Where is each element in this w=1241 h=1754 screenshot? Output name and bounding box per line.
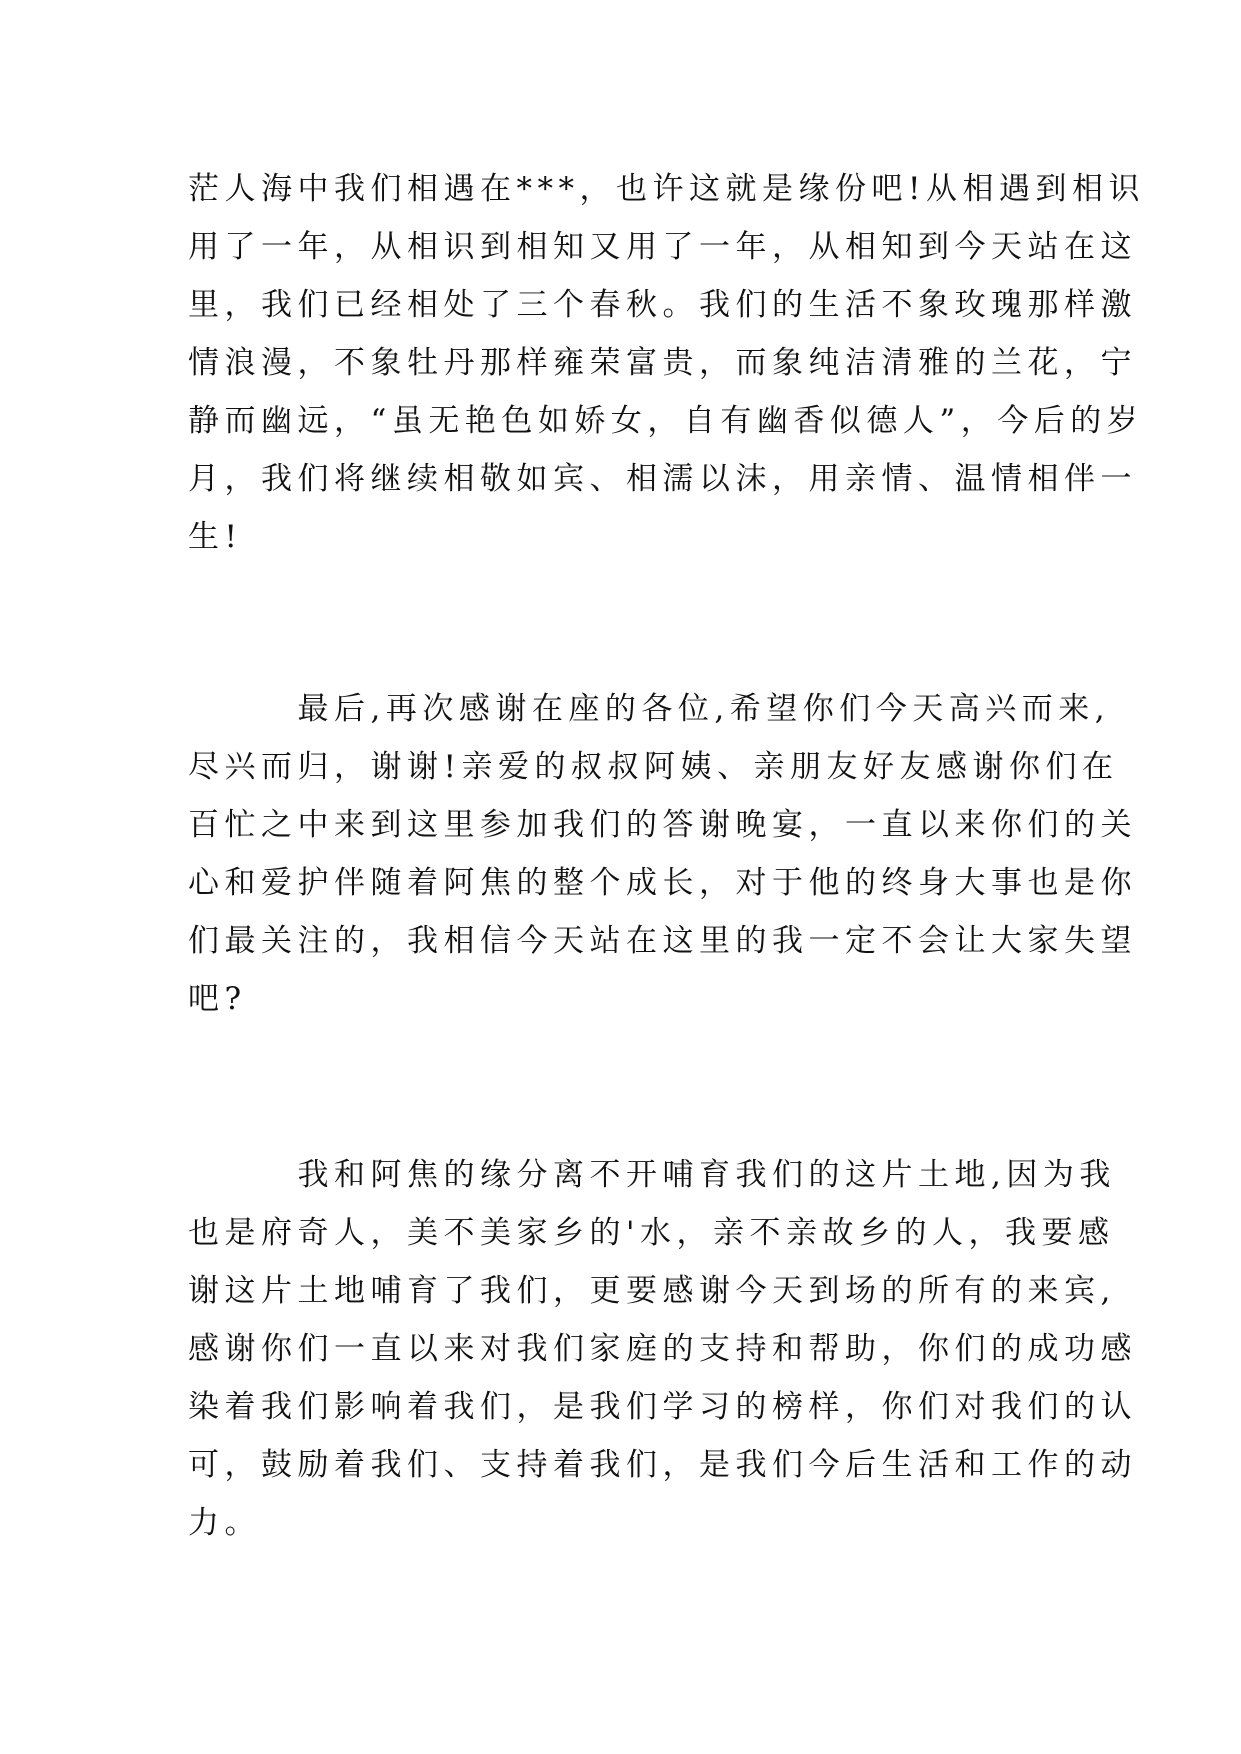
text-line: 我和阿焦的缘分离不开哺育我们的这片土地,因为我 xyxy=(188,1157,1116,1193)
text-line: 可，鼓励着我们、支持着我们，是我们今后生活和工作的动 xyxy=(188,1447,1137,1483)
text-line: 感谢你们一直以来对我们家庭的支持和帮助，你们的成功感 xyxy=(188,1331,1137,1367)
paragraph-3 xyxy=(188,1146,1137,1552)
text-line: 茫人海中我们相遇在***，也许这就是缘份吧!从相遇到相识 xyxy=(188,171,1145,207)
text-line: 月，我们将继续相敬如宾、相濡以沫，用亲情、温情相伴一 xyxy=(188,461,1137,497)
text-line: 们最关注的，我相信今天站在这里的我一定不会让大家失望 xyxy=(188,923,1137,959)
text-line: 里，我们已经相处了三个春秋。我们的生活不象玫瑰那样激 xyxy=(188,287,1137,323)
text-line: 情浪漫，不象牡丹那样雍荣富贵，而象纯洁清雅的兰花，宁 xyxy=(188,345,1137,381)
text-line: 百忙之中来到这里参加我们的答谢晚宴，一直以来你们的关 xyxy=(188,807,1137,843)
text-line: 用了一年，从相识到相知又用了一年，从相知到今天站在这 xyxy=(188,229,1137,265)
text-line: 最后,再次感谢在座的各位,希望你们今天高兴而来, xyxy=(188,691,1111,727)
text-line: 染着我们影响着我们，是我们学习的榜样，你们对我们的认 xyxy=(188,1389,1137,1425)
text-line: 生! xyxy=(188,519,243,555)
text-line: 谢这片土地哺育了我们，更要感谢今天到场的所有的来宾, xyxy=(188,1273,1116,1309)
paragraph-1 xyxy=(188,160,1145,566)
paragraph-2 xyxy=(188,680,1137,1028)
text-line: 力。 xyxy=(188,1505,261,1541)
text-line: 尽兴而归，谢谢!亲爱的叔叔阿姨、亲朋友好友感谢你们在 xyxy=(188,749,1119,785)
text-line: 心和爱护伴随着阿焦的整个成长，对于他的终身大事也是你 xyxy=(188,865,1137,901)
text-line: 也是府奇人，美不美家乡的'水，亲不亲故乡的人，我要感 xyxy=(188,1215,1115,1251)
text-line: 静而幽远，“虽无艳色如娇女，自有幽香似德人”，今后的岁 xyxy=(188,403,1144,439)
text-line: 吧? xyxy=(188,981,247,1017)
